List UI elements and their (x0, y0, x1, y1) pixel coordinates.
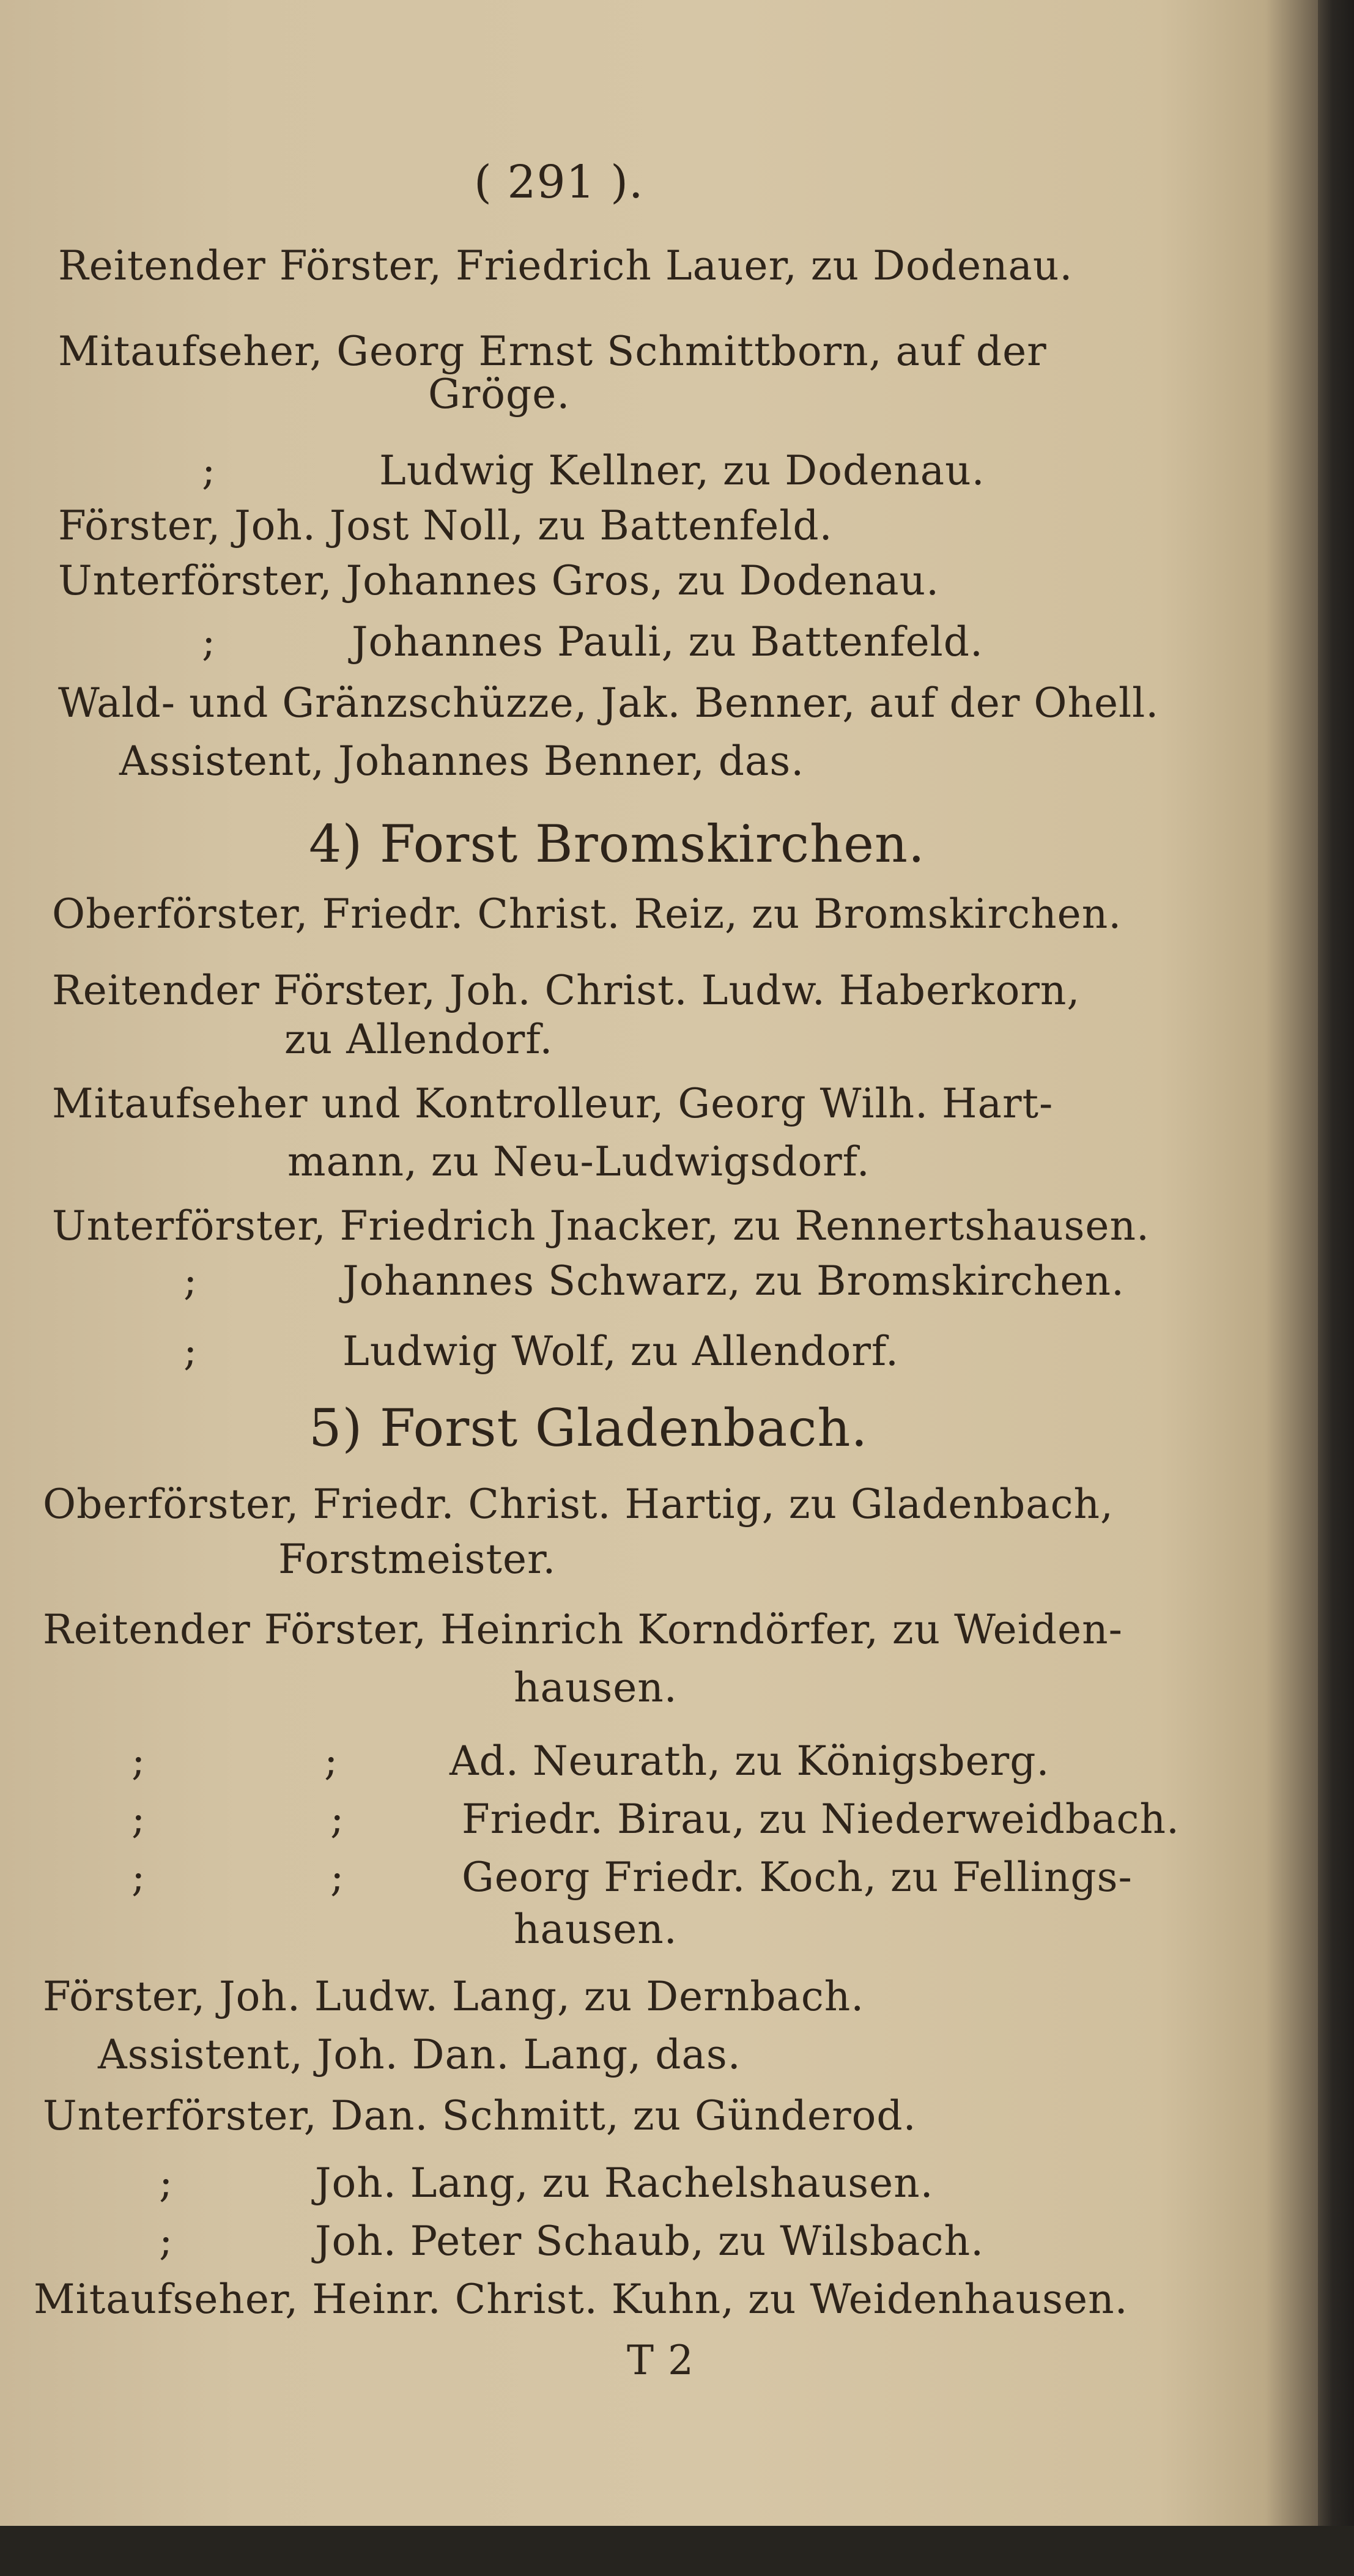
entry-line: Forstmeister. (278, 1536, 557, 1583)
signature-mark: T 2 (627, 2337, 694, 2384)
entry-line: Oberförster, Friedr. Christ. Hartig, zu Gladenbach, (43, 1481, 1114, 1528)
entry-line: Mitaufseher und Kontrolleur, Georg Wilh. Hart- (52, 1080, 1054, 1127)
entry-line: Assistent, Johannes Benner, das. (119, 738, 805, 785)
entry-line: Mitaufseher, Georg Ernst Schmittborn, auf der (58, 328, 1047, 375)
entry-line: Unterförster, Johannes Gros, zu Dodenau. (58, 557, 940, 604)
entry-line: Ad. Neurath, zu Königsberg. (449, 1738, 1050, 1785)
entry-line: Friedr. Birau, zu Niederweidbach. (462, 1796, 1180, 1843)
entry-line: Wald- und Gränzschüzze, Jak. Benner, auf der Ohell. (58, 679, 1160, 727)
entry-line: Gröge. (428, 371, 571, 418)
entry-line: Unterförster, Dan. Schmitt, zu Günderod. (43, 2092, 917, 2139)
ditto-mark: ; (330, 1854, 345, 1901)
entry-line: Ludwig Wolf, zu Allendorf. (342, 1328, 899, 1375)
scan-edge (0, 2526, 1354, 2576)
entry-line: Förster, Joh. Ludw. Lang, zu Dernbach. (43, 1973, 865, 2020)
entry-line: Unterförster, Friedrich Jnacker, zu Rennertshausen. (52, 1202, 1150, 1249)
entry-line: zu Allendorf. (284, 1016, 553, 1063)
entry-line: Johannes Schwarz, zu Bromskirchen. (342, 1257, 1125, 1305)
ditto-mark: ; (131, 1796, 146, 1843)
ditto-mark: ; (131, 1738, 146, 1785)
book-spine (1318, 0, 1354, 2576)
entry-line: Joh. Peter Schaub, zu Wilsbach. (315, 2218, 985, 2265)
entry-line: Förster, Joh. Jost Noll, zu Battenfeld. (58, 502, 833, 549)
page-number: ( 291 ). (474, 156, 644, 209)
ditto-mark: ; (202, 447, 216, 494)
entry-line: Johannes Pauli, zu Battenfeld. (352, 618, 983, 665)
entry-line: Reitender Förster, Joh. Christ. Ludw. Haberkorn, (52, 967, 1081, 1014)
entry-line: Joh. Lang, zu Rachelshausen. (315, 2160, 934, 2207)
entry-line: Georg Friedr. Koch, zu Fellings- (462, 1854, 1133, 1901)
entry-line: hausen. (514, 1906, 678, 1953)
ditto-mark: ; (159, 2160, 174, 2207)
entry-line: Reitender Förster, Friedrich Lauer, zu Dodenau. (58, 242, 1073, 289)
entry-line: hausen. (514, 1664, 678, 1711)
entry-line: Ludwig Kellner, zu Dodenau. (379, 447, 985, 494)
entry-line: mann, zu Neu-Ludwigsdorf. (287, 1138, 870, 1185)
entry-line: Mitaufseher, Heinr. Christ. Kuhn, zu Weidenhausen. (34, 2276, 1128, 2323)
section-heading: 5) Forst Gladenbach. (309, 1398, 868, 1458)
entry-line: Assistent, Joh. Dan. Lang, das. (98, 2031, 741, 2078)
ditto-mark: ; (202, 618, 216, 665)
entry-line: Oberförster, Friedr. Christ. Reiz, zu Bromskirchen. (52, 890, 1122, 938)
ditto-mark: ; (131, 1854, 146, 1901)
ditto-mark: ; (183, 1257, 198, 1305)
ditto-mark: ; (324, 1738, 339, 1785)
section-heading: 4) Forst Bromskirchen. (309, 814, 925, 874)
entry-line: Reitender Förster, Heinrich Korndörfer, zu Weiden- (43, 1606, 1123, 1653)
ditto-mark: ; (183, 1328, 198, 1375)
ditto-mark: ; (159, 2218, 174, 2265)
ditto-mark: ; (330, 1796, 345, 1843)
